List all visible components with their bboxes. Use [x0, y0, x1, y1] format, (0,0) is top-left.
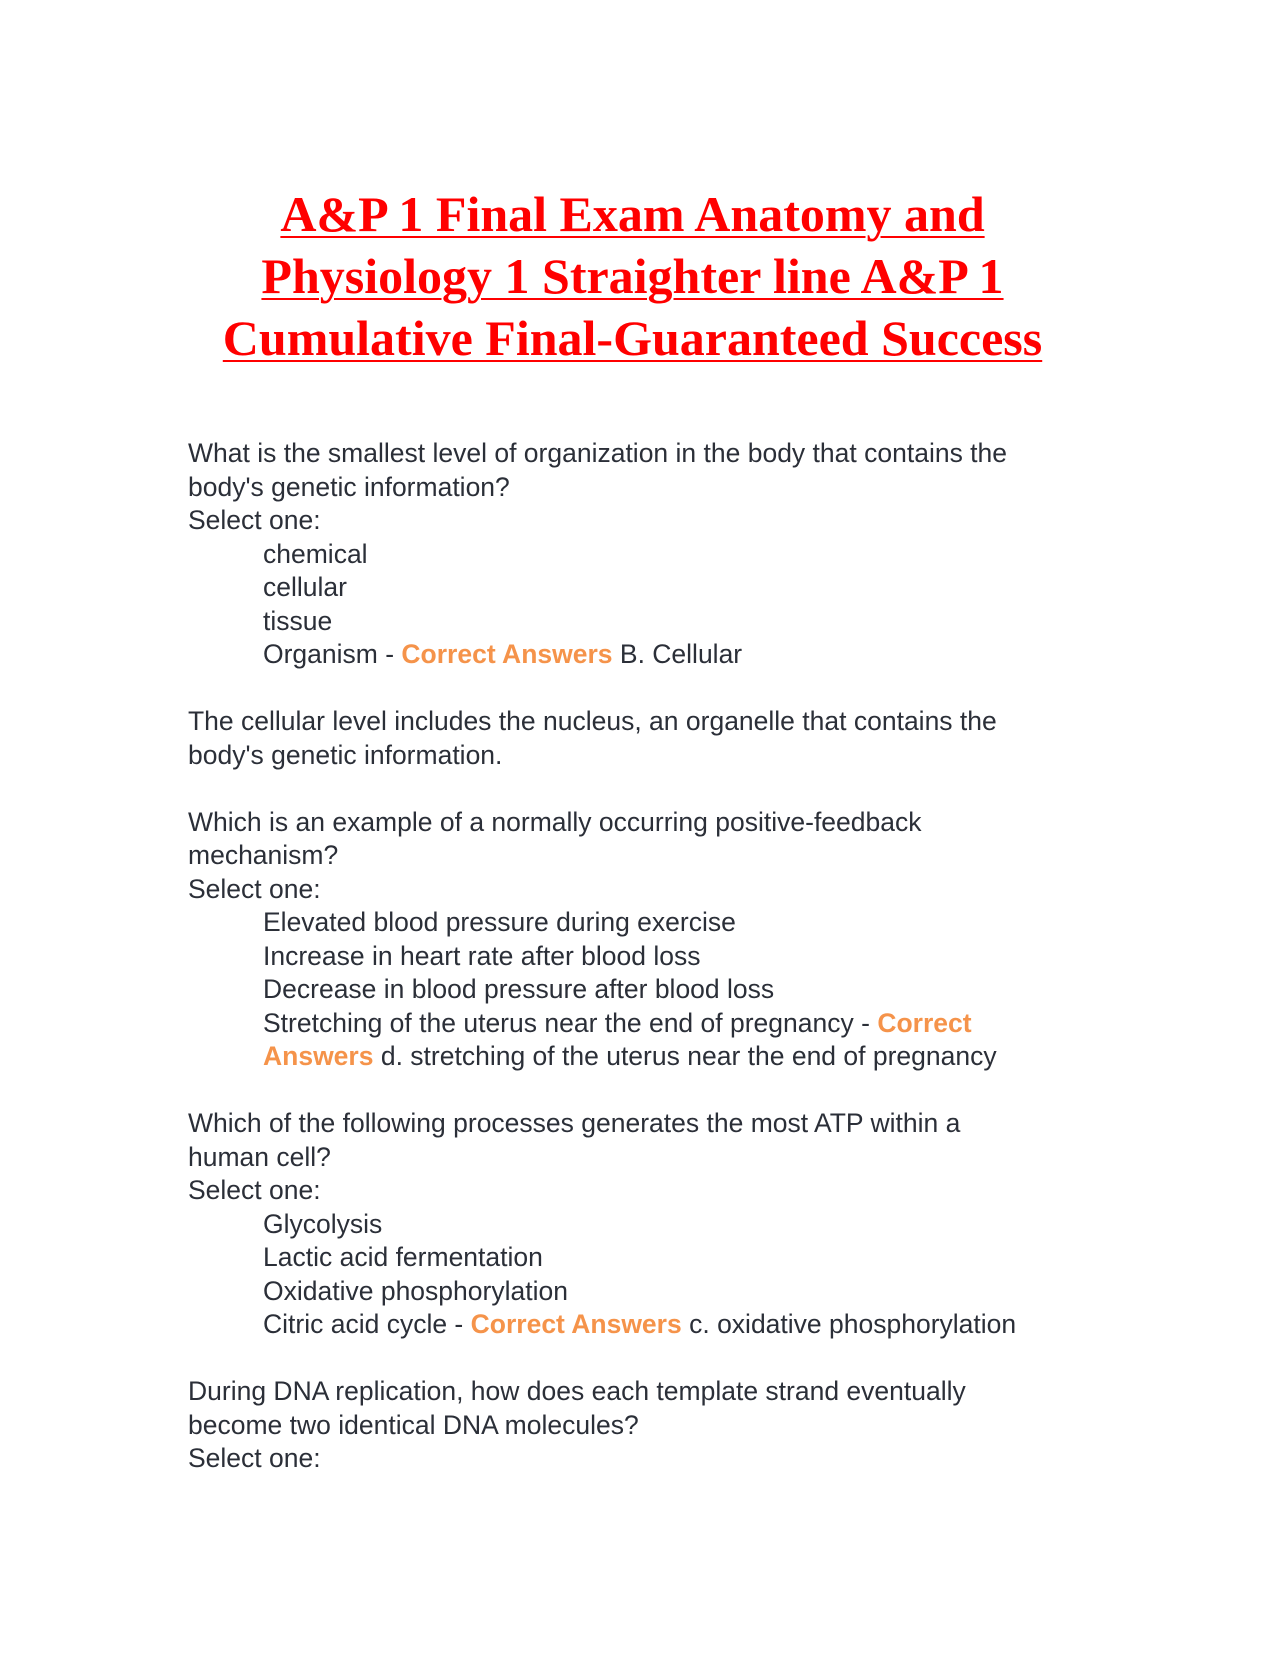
correct-answers-label: Answers	[263, 1041, 374, 1071]
correct-answer-text: d. stretching of the uterus near the end of pregnancy	[373, 1041, 997, 1071]
explanation-text: body's genetic information.	[188, 739, 503, 770]
answer-option: Lactic acid fermentation	[263, 1242, 543, 1272]
correct-answer-text: B. Cellular	[612, 639, 743, 669]
select-one-label: Select one:	[188, 873, 321, 904]
answer-option: cellular	[263, 572, 347, 602]
answer-option-text: Organism -	[263, 639, 402, 669]
answer-option: Elevated blood pressure during exercise	[263, 907, 736, 937]
document-title	[150, 183, 1115, 369]
select-one-label: Select one:	[188, 1175, 321, 1205]
answer-option: Oxidative phosphorylation	[263, 1275, 568, 1306]
question-text: become two identical DNA molecules?	[188, 1409, 639, 1440]
question-text: human cell?	[188, 1141, 331, 1172]
question-text: mechanism?	[188, 840, 339, 870]
explanation-text: The cellular level includes the nucleus, an organelle that contains the	[188, 706, 997, 736]
answer-option-with-key	[188, 1007, 1118, 1041]
answer-option-text: Citric acid cycle -	[263, 1309, 471, 1339]
question-text: body's genetic information?	[188, 471, 510, 502]
document-body	[188, 437, 1118, 1509]
question-block	[188, 437, 1118, 672]
title-line-3: Cumulative Final-Guaranteed Success	[222, 310, 1043, 366]
correct-answer-text: c. oxidative phosphorylation	[681, 1309, 1017, 1339]
answer-option: tissue	[263, 605, 333, 636]
select-one-label: Select one:	[188, 505, 321, 535]
question-text: Which of the following processes generates the most ATP within a	[188, 1108, 961, 1138]
title-line-2: Physiology 1 Straighter line A&P 1	[261, 248, 1004, 304]
question-block	[188, 806, 1118, 1074]
answer-option-with-key	[188, 638, 1118, 672]
answer-option: Decrease in blood pressure after blood loss	[263, 974, 775, 1004]
correct-answers-label: Correct Answers	[470, 1309, 682, 1339]
select-one-label: Select one:	[188, 1443, 321, 1473]
question-block	[188, 1107, 1118, 1342]
answer-key-continuation	[188, 1040, 1118, 1074]
explanation-block	[188, 705, 1118, 772]
answer-option-with-key	[188, 1308, 1118, 1342]
question-block	[188, 1375, 1118, 1476]
answer-option: Glycolysis	[263, 1208, 383, 1239]
answer-option: chemical	[263, 538, 368, 569]
correct-answers-label: Correct Answers	[401, 639, 613, 669]
question-text: What is the smallest level of organization in the body that contains the	[188, 438, 1008, 468]
answer-option-text: Stretching of the uterus near the end of pregnancy -	[263, 1007, 878, 1038]
correct-answers-label: Correct	[877, 1007, 972, 1038]
answer-option: Increase in heart rate after blood loss	[263, 940, 701, 971]
question-text: Which is an example of a normally occurring positive-feedback	[188, 806, 922, 837]
question-text: During DNA replication, how does each template strand eventually	[188, 1376, 966, 1406]
title-line-1: A&P 1 Final Exam Anatomy and	[280, 186, 985, 242]
